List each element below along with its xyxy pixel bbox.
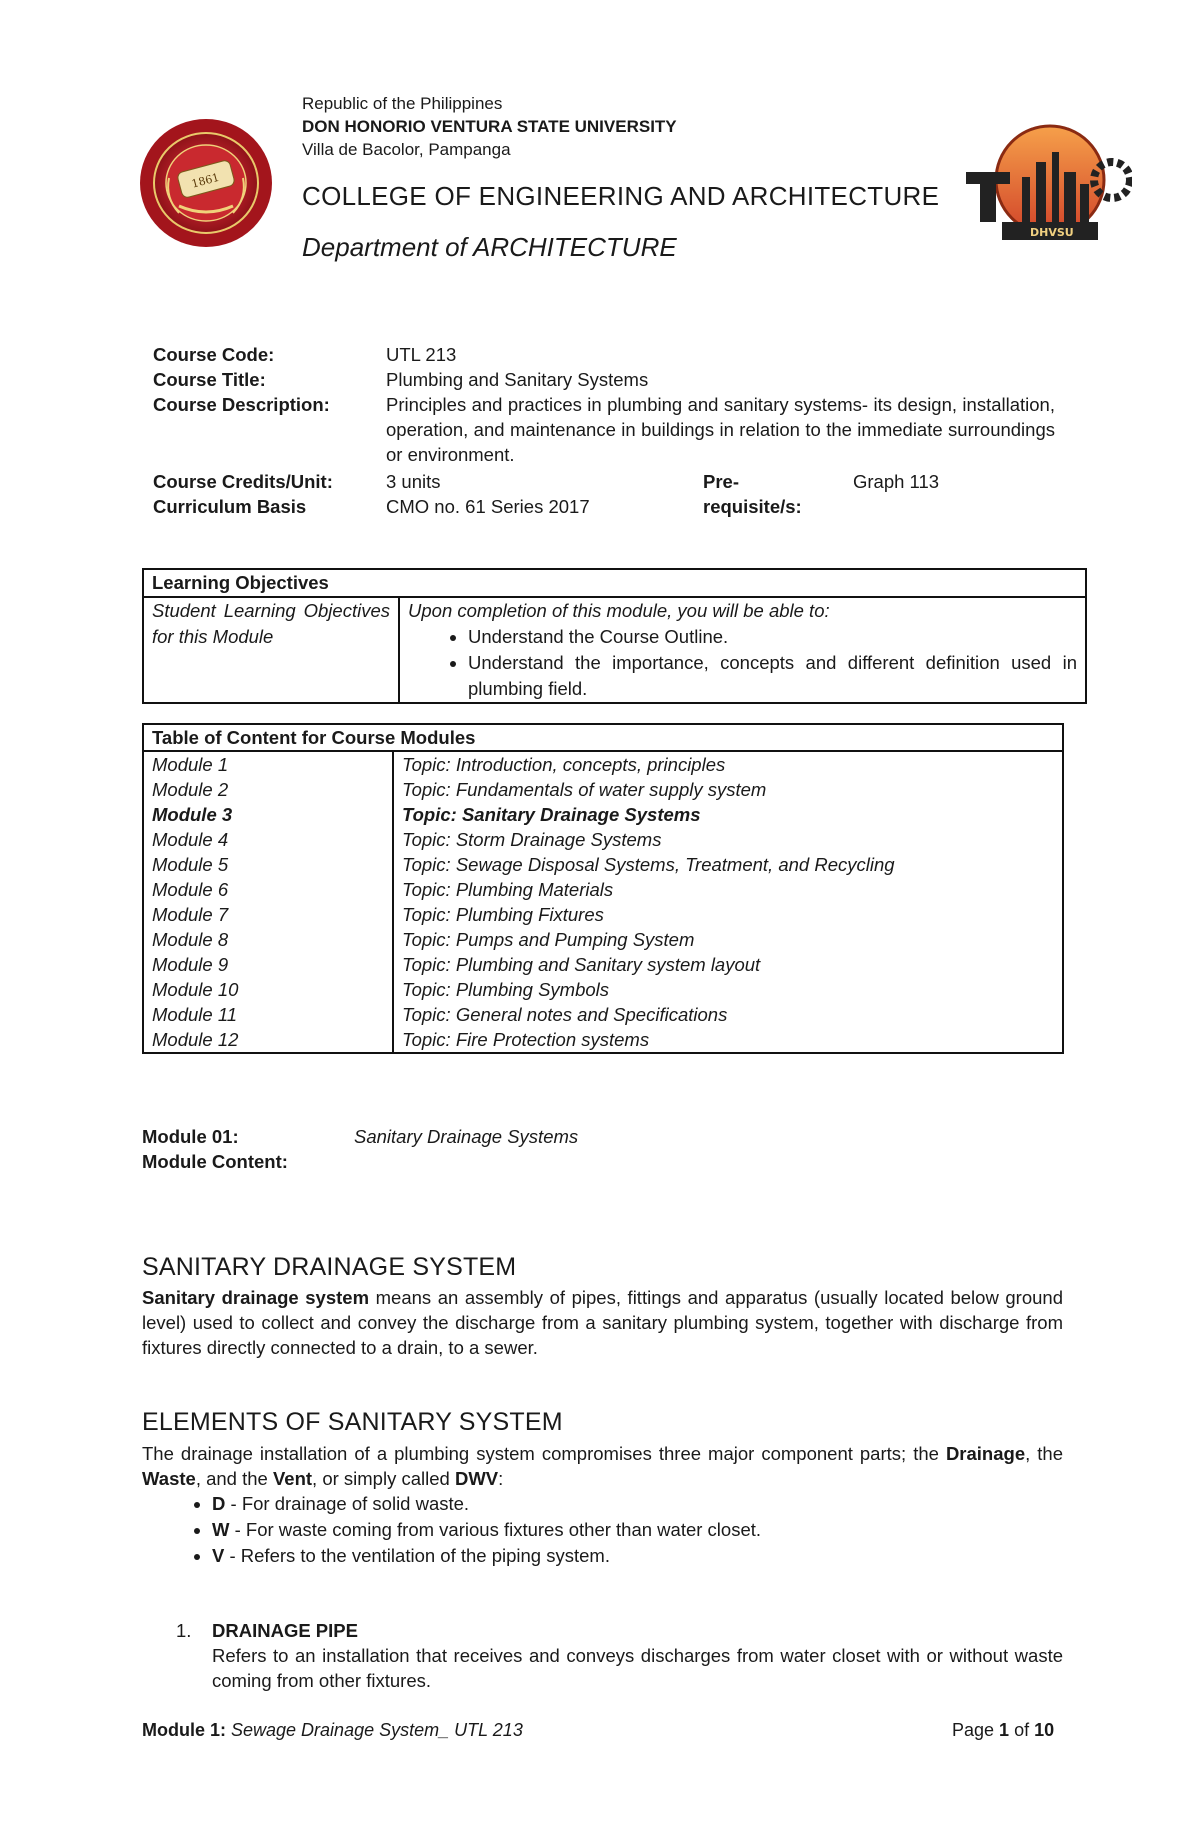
term-waste: Waste — [142, 1468, 196, 1489]
dwv-key: D — [212, 1493, 226, 1514]
toc-topic: Topic: Plumbing and Sanitary system layout — [402, 954, 761, 975]
module-content-label: Module Content: — [142, 1151, 288, 1172]
course-info — [153, 342, 1053, 522]
toc-topic: Topic: Sewage Disposal Systems, Treatment, and Recycling — [402, 854, 895, 875]
dwv-item — [212, 1491, 1092, 1517]
page-total: 10 — [1034, 1720, 1055, 1740]
learning-objectives-intro: Upon completion of this module, you will be able to: — [408, 600, 830, 621]
dwv-item — [212, 1543, 1092, 1569]
toc-module: Module 1 — [152, 754, 229, 775]
curriculum-basis-value: CMO no. 61 Series 2017 — [386, 496, 590, 517]
prerequisite-label-2: requisite/s: — [703, 496, 802, 517]
page-prefix: Page — [952, 1720, 1000, 1740]
module-name: Sanitary Drainage Systems — [354, 1126, 579, 1147]
footer-module — [142, 1720, 523, 1741]
college-name: COLLEGE OF ENGINEERING AND ARCHITECTURE — [302, 181, 940, 211]
toc-modules-column — [143, 751, 393, 1053]
dwv-list — [153, 1491, 1092, 1569]
section-sanitary-paragraph — [142, 1285, 1063, 1360]
course-title-label: Course Title: — [153, 369, 266, 390]
term-vent: Vent — [272, 1468, 313, 1489]
toc-module: Module 4 — [152, 829, 229, 850]
term-drainage: Drainage — [945, 1443, 1026, 1464]
toc-topic: Topic: Plumbing Symbols — [402, 979, 610, 1000]
section-heading-sanitary: SANITARY DRAINAGE SYSTEM — [142, 1253, 517, 1281]
dwv-text: - For drainage of solid waste. — [225, 1493, 470, 1514]
dwv-key: V — [212, 1545, 225, 1566]
footer-module-title: Sewage Drainage System_ UTL 213 — [226, 1720, 523, 1740]
learning-objectives-table — [142, 568, 1087, 704]
dwv-text: - Refers to the ventilation of the piping system. — [224, 1545, 610, 1566]
toc-module: Module 7 — [152, 904, 229, 925]
course-title-value: Plumbing and Sanitary Systems — [386, 369, 649, 390]
course-code-label: Course Code: — [153, 344, 275, 365]
module-number-label: Module 01: — [142, 1126, 239, 1147]
course-credits-label: Course Credits/Unit: — [153, 471, 333, 492]
text-run: : — [498, 1468, 504, 1489]
toc-module-current: Module 3 — [152, 804, 233, 825]
toc-module: Module 8 — [152, 929, 229, 950]
learning-objectives-heading: Learning Objectives — [143, 569, 1086, 597]
learning-objectives-label: Student Learning Objectives for this Module — [143, 597, 399, 703]
course-code-value: UTL 213 — [386, 344, 457, 365]
learning-objectives-list — [408, 624, 1077, 702]
toc-topic: Topic: Fundamentals of water supply system — [402, 779, 767, 800]
dwv-item — [212, 1517, 1092, 1543]
toc-heading: Table of Content for Course Modules — [143, 724, 1063, 751]
footer-module-label: Module 1: — [142, 1720, 226, 1740]
republic-line: Republic of the Philippines — [302, 94, 503, 113]
department-title: ARCHITECTURE — [473, 232, 677, 262]
learning-objective-item: • Understand the importance, concepts and different definition used in plumbing field. — [468, 650, 1077, 702]
text-run: The drainage installation of a plumbing system compromises three major component parts; the — [142, 1443, 946, 1464]
toc-topic: Topic: Fire Protection systems — [402, 1029, 650, 1050]
prerequisite-value: Graph 113 — [853, 471, 940, 492]
prerequisite-label: Pre- — [703, 471, 739, 492]
toc-module: Module 9 — [152, 954, 229, 975]
toc-topics-column — [393, 751, 1063, 1053]
toc-module: Module 6 — [152, 879, 229, 900]
footer-page-number — [952, 1720, 1054, 1741]
toc-topic-current: Topic: Sanitary Drainage Systems — [402, 804, 701, 825]
numbered-item-number: 1. — [176, 1620, 192, 1641]
toc-topic: Topic: Plumbing Fixtures — [402, 904, 604, 925]
sanitary-definition: means an assembly of pipes, fittings and apparatus (usually located below ground level) used to collect and convey the discharge from a sanitary plumbing system, together with discharge from fixtures directly connected to a drain, to a sewer. — [142, 1287, 1063, 1358]
term-dwv: DWV — [454, 1468, 499, 1489]
university-name: DON HONORIO VENTURA STATE UNIVERSITY — [302, 117, 677, 136]
numbered-item-body: Refers to an installation that receives and conveys discharges from water closet with or without waste coming from other fixtures. — [212, 1645, 1063, 1691]
text-run: , and the — [195, 1468, 273, 1489]
page-of: of — [1009, 1720, 1035, 1740]
toc-topic: Topic: Pumps and Pumping System — [402, 929, 695, 950]
university-seal — [139, 118, 273, 248]
toc-module: Module 2 — [152, 779, 229, 800]
curriculum-basis-label: Curriculum Basis — [153, 496, 307, 517]
department-prefix: Department of — [302, 232, 474, 262]
department-name — [302, 232, 677, 263]
section-elements-paragraph — [142, 1441, 1063, 1491]
toc-topic: Topic: Introduction, concepts, principles — [402, 754, 726, 775]
toc-module: Module 5 — [152, 854, 229, 875]
course-description-value: Principles and practices in plumbing and sanitary systems- its design, installation, operation, and maintenance in buildings in relation to the immediate surroundings or environment. — [386, 394, 1055, 465]
course-description-label: Course Description: — [153, 394, 330, 415]
toc-module: Module 12 — [152, 1029, 239, 1050]
dwv-text: - For waste coming from various fixtures other than water closet. — [229, 1519, 762, 1540]
module-toc-table — [142, 723, 1064, 1054]
learning-objectives-content — [399, 597, 1086, 703]
dwv-key: W — [212, 1519, 230, 1540]
section-heading-elements: ELEMENTS OF SANITARY SYSTEM — [142, 1408, 563, 1436]
university-location: Villa de Bacolor, Pampanga — [302, 140, 511, 159]
toc-module: Module 11 — [152, 1004, 238, 1025]
college-logo — [962, 122, 1132, 250]
numbered-item-heading: DRAINAGE PIPE — [212, 1620, 358, 1641]
toc-topic: Topic: Plumbing Materials — [402, 879, 614, 900]
learning-objective-item: • Understand the Course Outline. — [468, 624, 1077, 650]
sanitary-term: Sanitary drainage system — [142, 1287, 370, 1308]
svg-text:1861: 1861 — [190, 170, 221, 191]
course-credits-value: 3 units — [386, 471, 441, 492]
toc-topic: Topic: Storm Drainage Systems — [402, 829, 662, 850]
text-run: , or simply called — [312, 1468, 455, 1489]
toc-topic: Topic: General notes and Specifications — [402, 1004, 728, 1025]
toc-module: Module 10 — [152, 979, 239, 1000]
svg-text:DHVSU: DHVSU — [1030, 226, 1074, 239]
page-current: 1 — [999, 1720, 1010, 1740]
text-run: , the — [1025, 1443, 1063, 1464]
